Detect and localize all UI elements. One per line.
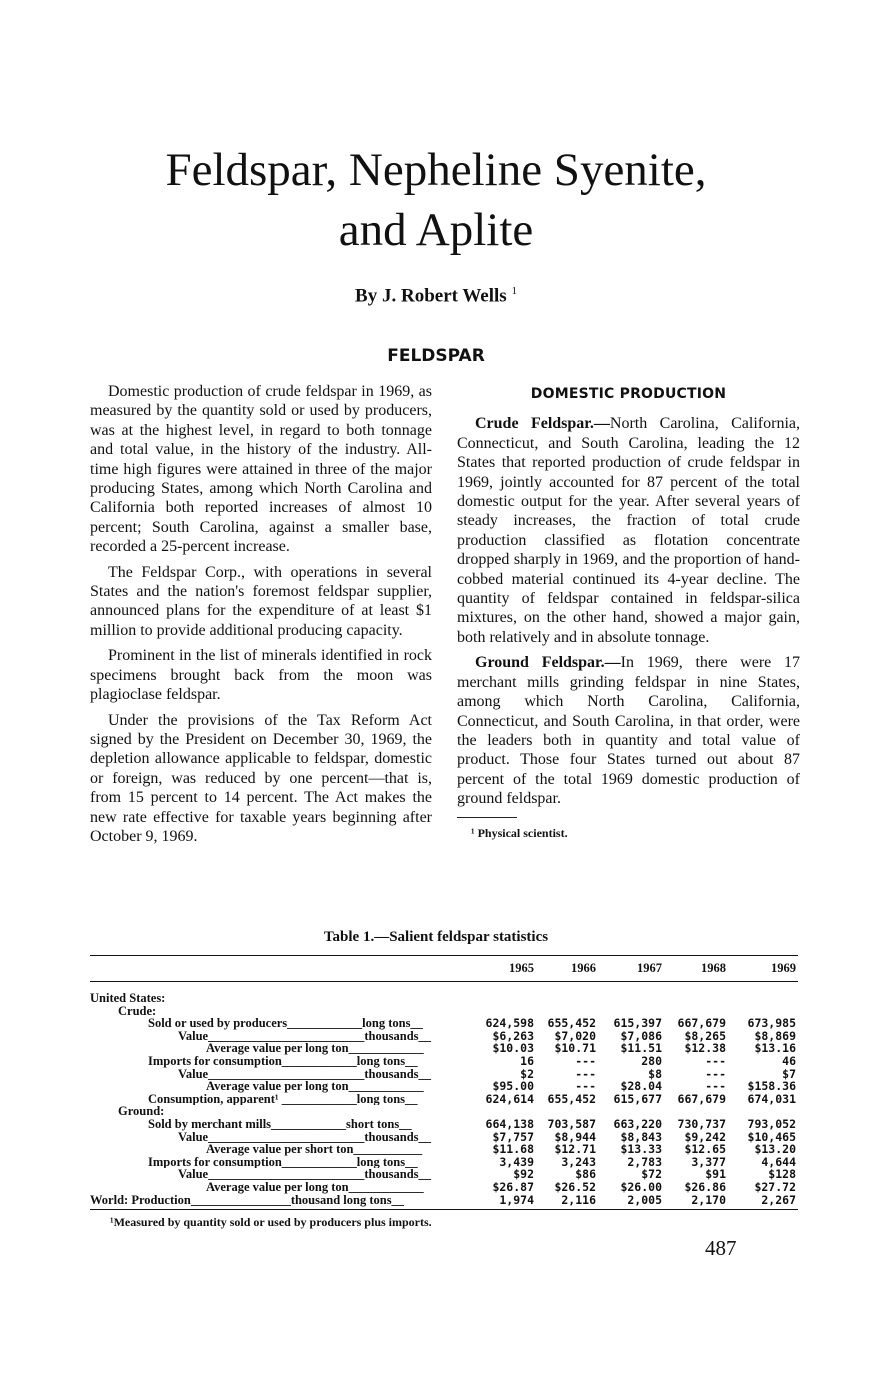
table-header-label	[90, 956, 472, 982]
row-label: World: Production________________thousand long tons__	[90, 1194, 472, 1210]
table-body	[90, 982, 798, 1210]
table-cell: $11.51	[620, 1041, 662, 1056]
year-header: 1966	[536, 956, 598, 982]
subsection-heading: DOMESTIC PRODUCTION	[530, 386, 727, 402]
table-cell: 16	[520, 1053, 534, 1068]
left-column	[90, 382, 432, 852]
table-cell: ---	[575, 1053, 596, 1068]
table-cell: 703,587	[547, 1116, 596, 1131]
table-cell: 615,397	[613, 1016, 662, 1031]
table-cell: 615,677	[613, 1091, 662, 1106]
paragraph-crude-feldspar	[457, 414, 800, 647]
paragraph-text: In 1969, there were 17 merchant mills grinding feldspar in nine States, among which North Carolina, California, Connecticut, and South Carolina, in that order, were the leaders both in quantity and total value of product. Those four States turned out about 87 percent of the total 1969 domestic production of ground feldspar.	[457, 654, 800, 808]
table-cell: $9,242	[684, 1129, 726, 1144]
footnote-divider	[457, 817, 517, 818]
table-cell: $8,869	[754, 1028, 796, 1043]
table-row	[90, 1194, 798, 1210]
title-line-1: Feldspar, Nepheline Syenite,	[165, 144, 707, 196]
table-cell: $7	[782, 1066, 796, 1081]
table-cell	[598, 982, 664, 1005]
table-cell: $11.68	[492, 1142, 534, 1157]
table-caption: Table 1.—Salient feldspar statistics	[323, 929, 549, 945]
table-cell: $95.00	[492, 1079, 534, 1094]
table-cell: 673,985	[747, 1016, 796, 1031]
table-cell: 46	[782, 1053, 796, 1068]
row-label: Average value per short ton___________	[206, 1143, 423, 1156]
table-cell: $27.72	[754, 1179, 796, 1194]
row-label: Ground:	[118, 1105, 165, 1118]
table-cell: ---	[705, 1066, 726, 1081]
row-label: Imports for consumption____________long tons__	[148, 1054, 418, 1068]
title-line-2: and Aplite	[338, 204, 534, 256]
table-cell: $2	[520, 1066, 534, 1081]
row-label: Average value per long ton____________	[206, 1042, 424, 1055]
table-cell: 2,170	[664, 1194, 728, 1210]
table-cell	[536, 982, 598, 1005]
table-cell: $7,020	[554, 1028, 596, 1043]
author-footnote-marker: 1	[511, 285, 517, 297]
run-in-heading: Crude Feldspar.—	[475, 415, 610, 433]
table-row	[90, 1118, 798, 1131]
table-cell: $8,944	[554, 1129, 596, 1144]
footnote: ¹ Physical scientist.	[471, 825, 568, 840]
table-cell: ---	[705, 1079, 726, 1094]
article-title	[0, 140, 872, 260]
table-cell: 624,614	[485, 1091, 534, 1106]
table-cell: 3,377	[691, 1154, 726, 1169]
table-cell	[472, 982, 536, 1005]
table-cell: 655,452	[547, 1016, 596, 1031]
table-cell: 2,267	[728, 1194, 798, 1210]
table-cell: 3,243	[561, 1154, 596, 1169]
table-row	[90, 1017, 798, 1030]
table-cell: $12.65	[684, 1142, 726, 1157]
table-row	[90, 1042, 798, 1055]
table-row	[90, 1068, 798, 1081]
table-cell: $10,465	[747, 1129, 796, 1144]
table-cell: $26.86	[684, 1179, 726, 1194]
row-label: Consumption, apparent¹ ____________long tons__	[148, 1092, 418, 1106]
row-label: Imports for consumption____________long tons__	[148, 1155, 418, 1169]
table-cell: $12.71	[554, 1142, 596, 1157]
year-header: 1965	[472, 956, 536, 982]
table-cell	[664, 982, 728, 1005]
table-cell: $12.38	[684, 1041, 726, 1056]
row-label: Value_________________________thousands__	[178, 1130, 432, 1144]
table-cell: $128	[768, 1167, 796, 1182]
table-cell: 655,452	[547, 1091, 596, 1106]
author-name: By J. Robert Wells	[355, 285, 507, 307]
table-cell: 667,679	[677, 1091, 726, 1106]
table-cell: $6,263	[492, 1028, 534, 1043]
table-footnote: ¹Measured by quantity sold or used by producers plus imports.	[110, 1215, 432, 1229]
table-cell: 2,005	[598, 1194, 664, 1210]
table-cell: ---	[575, 1079, 596, 1094]
table-cell: $8	[648, 1066, 662, 1081]
paragraph-text: North Carolina, California, Connecticut, and South Carolina, leading the 12 States that reported production of crude feldspar in 1969, jointly accounted for 87 percent of the total domestic output for the year. After several years of steady increases, the fraction of total crude production classified as flotation concentrate dropped sharply in 1969, and the proportion of hand-cobbed material continued its 4-year decline. The quantity of feldspar contained in feldspar-silica mixtures, on the other hand, showed a major gain, both relatively and in absolute tonnage.	[457, 415, 800, 646]
table-cell: 3,439	[499, 1154, 534, 1169]
table-row	[90, 1143, 798, 1156]
table-cell: $26.87	[492, 1179, 534, 1194]
table-cell: 2,783	[627, 1154, 662, 1169]
table-cell: $10.71	[554, 1041, 596, 1056]
row-label: Value_________________________thousands__	[178, 1067, 432, 1081]
table-cell: $8,843	[620, 1129, 662, 1144]
table-row	[90, 982, 798, 1005]
row-label: Crude:	[118, 1004, 157, 1018]
table-cell: $72	[641, 1167, 662, 1182]
table-cell: $92	[513, 1167, 534, 1182]
paragraph: Prominent in the list of minerals identified in rock specimens brought back from the moon was plagioclase feldspar.	[90, 647, 432, 704]
table-cell: $86	[575, 1167, 596, 1182]
row-label: Sold or used by producers____________long tons__	[148, 1017, 423, 1030]
table-cell: $7,757	[492, 1129, 534, 1144]
paragraph-ground-feldspar	[457, 653, 800, 808]
run-in-heading: Ground Feldspar.—	[475, 654, 621, 672]
row-label: Average value per long ton____________	[206, 1080, 424, 1093]
table-cell: 793,052	[747, 1116, 796, 1131]
table-cell: $13.33	[620, 1142, 662, 1157]
section-heading: FELDSPAR	[387, 346, 485, 366]
table-cell	[728, 982, 798, 1005]
table-cell: $28.04	[620, 1079, 662, 1094]
byline	[0, 285, 872, 307]
table-cell: $13.20	[754, 1142, 796, 1157]
table-cell: 730,737	[677, 1116, 726, 1131]
year-header: 1969	[728, 956, 798, 982]
salient-statistics-table	[90, 955, 798, 1210]
table-cell: $13.16	[754, 1041, 796, 1056]
table-cell: 2,116	[536, 1194, 598, 1210]
table-header-row	[90, 956, 798, 982]
paragraph: The Feldspar Corp., with operations in several States and the nation's foremost feldspar supplier, announced plans for the expenditure of at least $1 million to provide additional producing capacity.	[90, 563, 432, 639]
table-cell: 664,138	[485, 1116, 534, 1131]
year-header: 1967	[598, 956, 664, 982]
row-label: Value_________________________thousands__	[178, 1029, 432, 1043]
table-cell: ---	[575, 1066, 596, 1081]
table-cell: $10.03	[492, 1041, 534, 1056]
row-label: Sold by merchant mills____________short tons__	[148, 1117, 412, 1131]
table-cell: 280	[641, 1053, 662, 1068]
table-row	[90, 1093, 798, 1106]
paragraph: Domestic production of crude feldspar in 1969, as measured by the quantity sold or used by producers, was at the highest level, in regard to both tonnage and total value, in the history of the industry. All-time high figures were attained in three of the major producing States, among which North Carolina and California both reported increases of almost 10 percent; South Carolina, against a smaller base, recorded a 25-percent increase.	[90, 383, 432, 556]
year-header: 1968	[664, 956, 728, 982]
table-cell: ---	[705, 1053, 726, 1068]
table-cell: 663,220	[613, 1116, 662, 1131]
table-cell: $158.36	[747, 1079, 796, 1094]
table-cell: 624,598	[485, 1016, 534, 1031]
row-label: Value_________________________thousands__	[178, 1168, 432, 1181]
right-column	[457, 382, 800, 843]
table-row	[90, 1181, 798, 1194]
table-row	[90, 1055, 798, 1068]
table-cell: $26.00	[620, 1179, 662, 1194]
table-cell: 674,031	[747, 1091, 796, 1106]
table-cell: 667,679	[677, 1016, 726, 1031]
row-label: United States:	[90, 991, 166, 1005]
table-cell: 1,974	[472, 1194, 536, 1210]
table-cell: 4,644	[761, 1154, 796, 1169]
paragraph: Under the provisions of the Tax Reform Act signed by the President on December 30, 1969, the depletion allowance applicable to feldspar, domestic or foreign, was reduced by one percent—that is, from 15 percent to 14 percent. The Act makes the new rate effective for taxable years beginning after October 9, 1969.	[90, 711, 432, 845]
table-cell: $7,086	[620, 1028, 662, 1043]
table-row	[90, 1156, 798, 1169]
table-row	[90, 1080, 798, 1093]
table-cell: $91	[705, 1167, 726, 1182]
table-cell: $8,265	[684, 1028, 726, 1043]
table-cell: $26.52	[554, 1179, 596, 1194]
page-number: 487	[705, 1236, 737, 1260]
row-label: Average value per long ton____________	[206, 1180, 424, 1194]
